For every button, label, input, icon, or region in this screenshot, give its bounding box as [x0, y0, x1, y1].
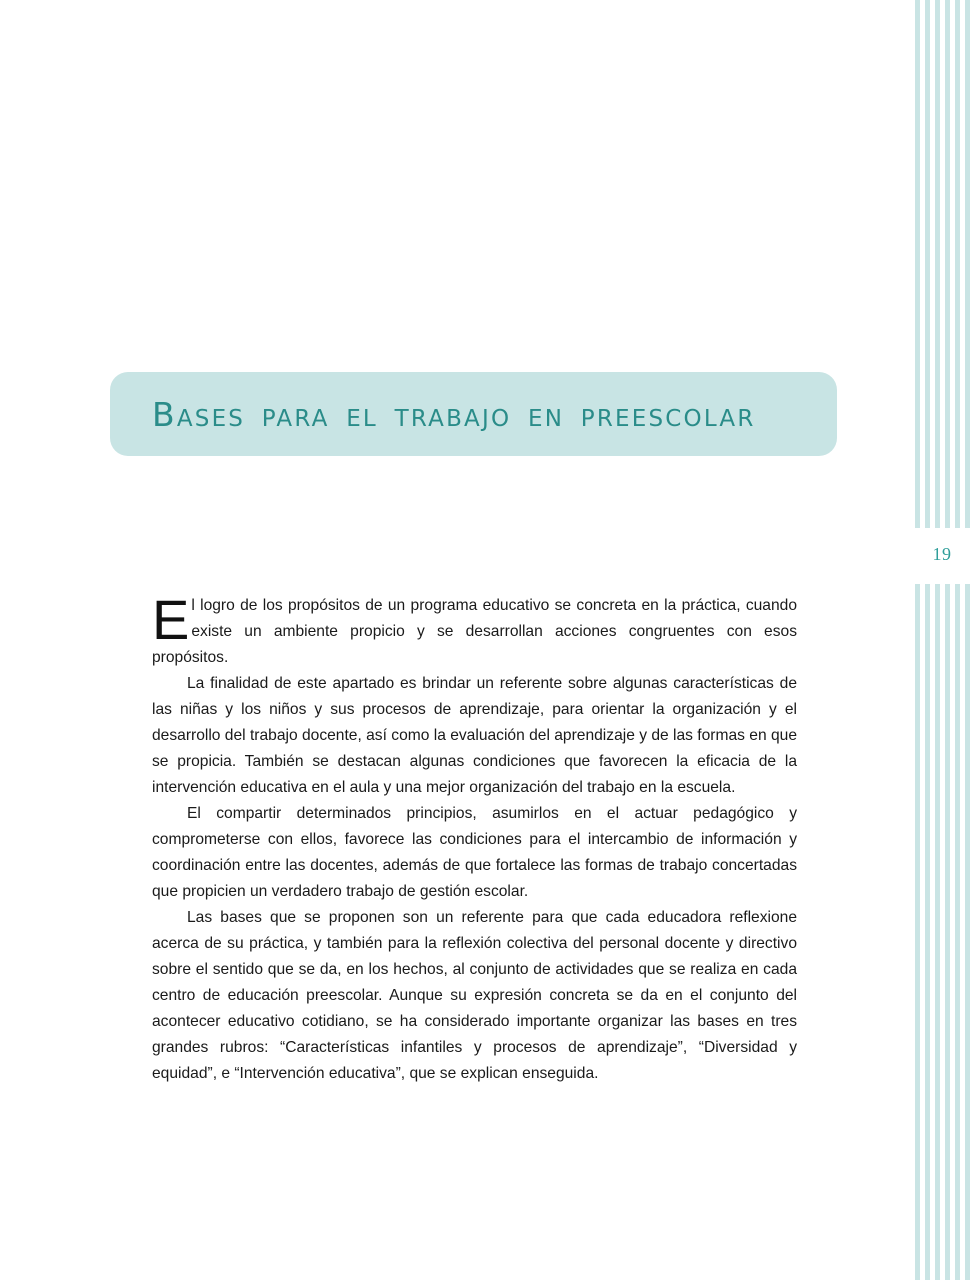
margin-stripes — [912, 0, 972, 1280]
section-title-band — [110, 372, 837, 456]
drop-cap: E — [152, 588, 190, 651]
section-title: Bases para el trabajo en preescolar — [152, 395, 756, 434]
paragraph-4: Las bases que se proponen son un referente para que cada educadora reflexione acerca de su práctica, y también para la reflexión colectiva del personal docente y directivo sobre el sentido que se da, en los hechos, al conjunto de actividades que se realiza en cada centro de educación preescolar. Aunque su expresión concreta se da en el conjunto del acontecer educativo cotidiano, se ha considerado importante organizar las bases en tres grandes rubros: “Características infantiles y procesos de aprendizaje”, “Diversidad y equidad”, e “Intervención educativa”, que se explican enseguida. — [152, 909, 797, 1082]
paragraph-2: La finalidad de este apartado es brindar un referente sobre algunas características de las niñas y los niños y sus procesos de aprendizaje, para orientar la organización y el desarrollo del trabajo docente, así como la evaluación del aprendizaje y de las formas en que se propicia. También se destacan algunas condiciones que favorecen la eficacia de la intervención educativa en el aula y una mejor organización del trabajo en la escuela. — [152, 675, 797, 796]
margin-stripe — [945, 0, 950, 1280]
paragraph-3: El compartir determinados principios, asumirlos en el actuar pedagógico y comprometerse con ellos, favorece las condiciones para el intercambio de información y coordinación entre las docentes, además de que fortalece las formas de trabajo concertadas que propicien un verdadero trabajo de gestión escolar. — [152, 805, 797, 900]
paragraph-1-text: l logro de los propósitos de un programa educativo se concreta en la práctica, cuando existe un ambiente propicio y se desarrollan acciones congruentes con esos propósitos. — [152, 597, 797, 666]
page-number: 19 — [932, 544, 952, 564]
margin-stripe — [925, 0, 930, 1280]
body-text — [152, 588, 797, 1087]
margin-stripe — [965, 0, 970, 1280]
margin-stripe — [955, 0, 960, 1280]
margin-stripe — [915, 0, 920, 1280]
paragraph-1 — [152, 588, 797, 671]
margin-stripe — [935, 0, 940, 1280]
